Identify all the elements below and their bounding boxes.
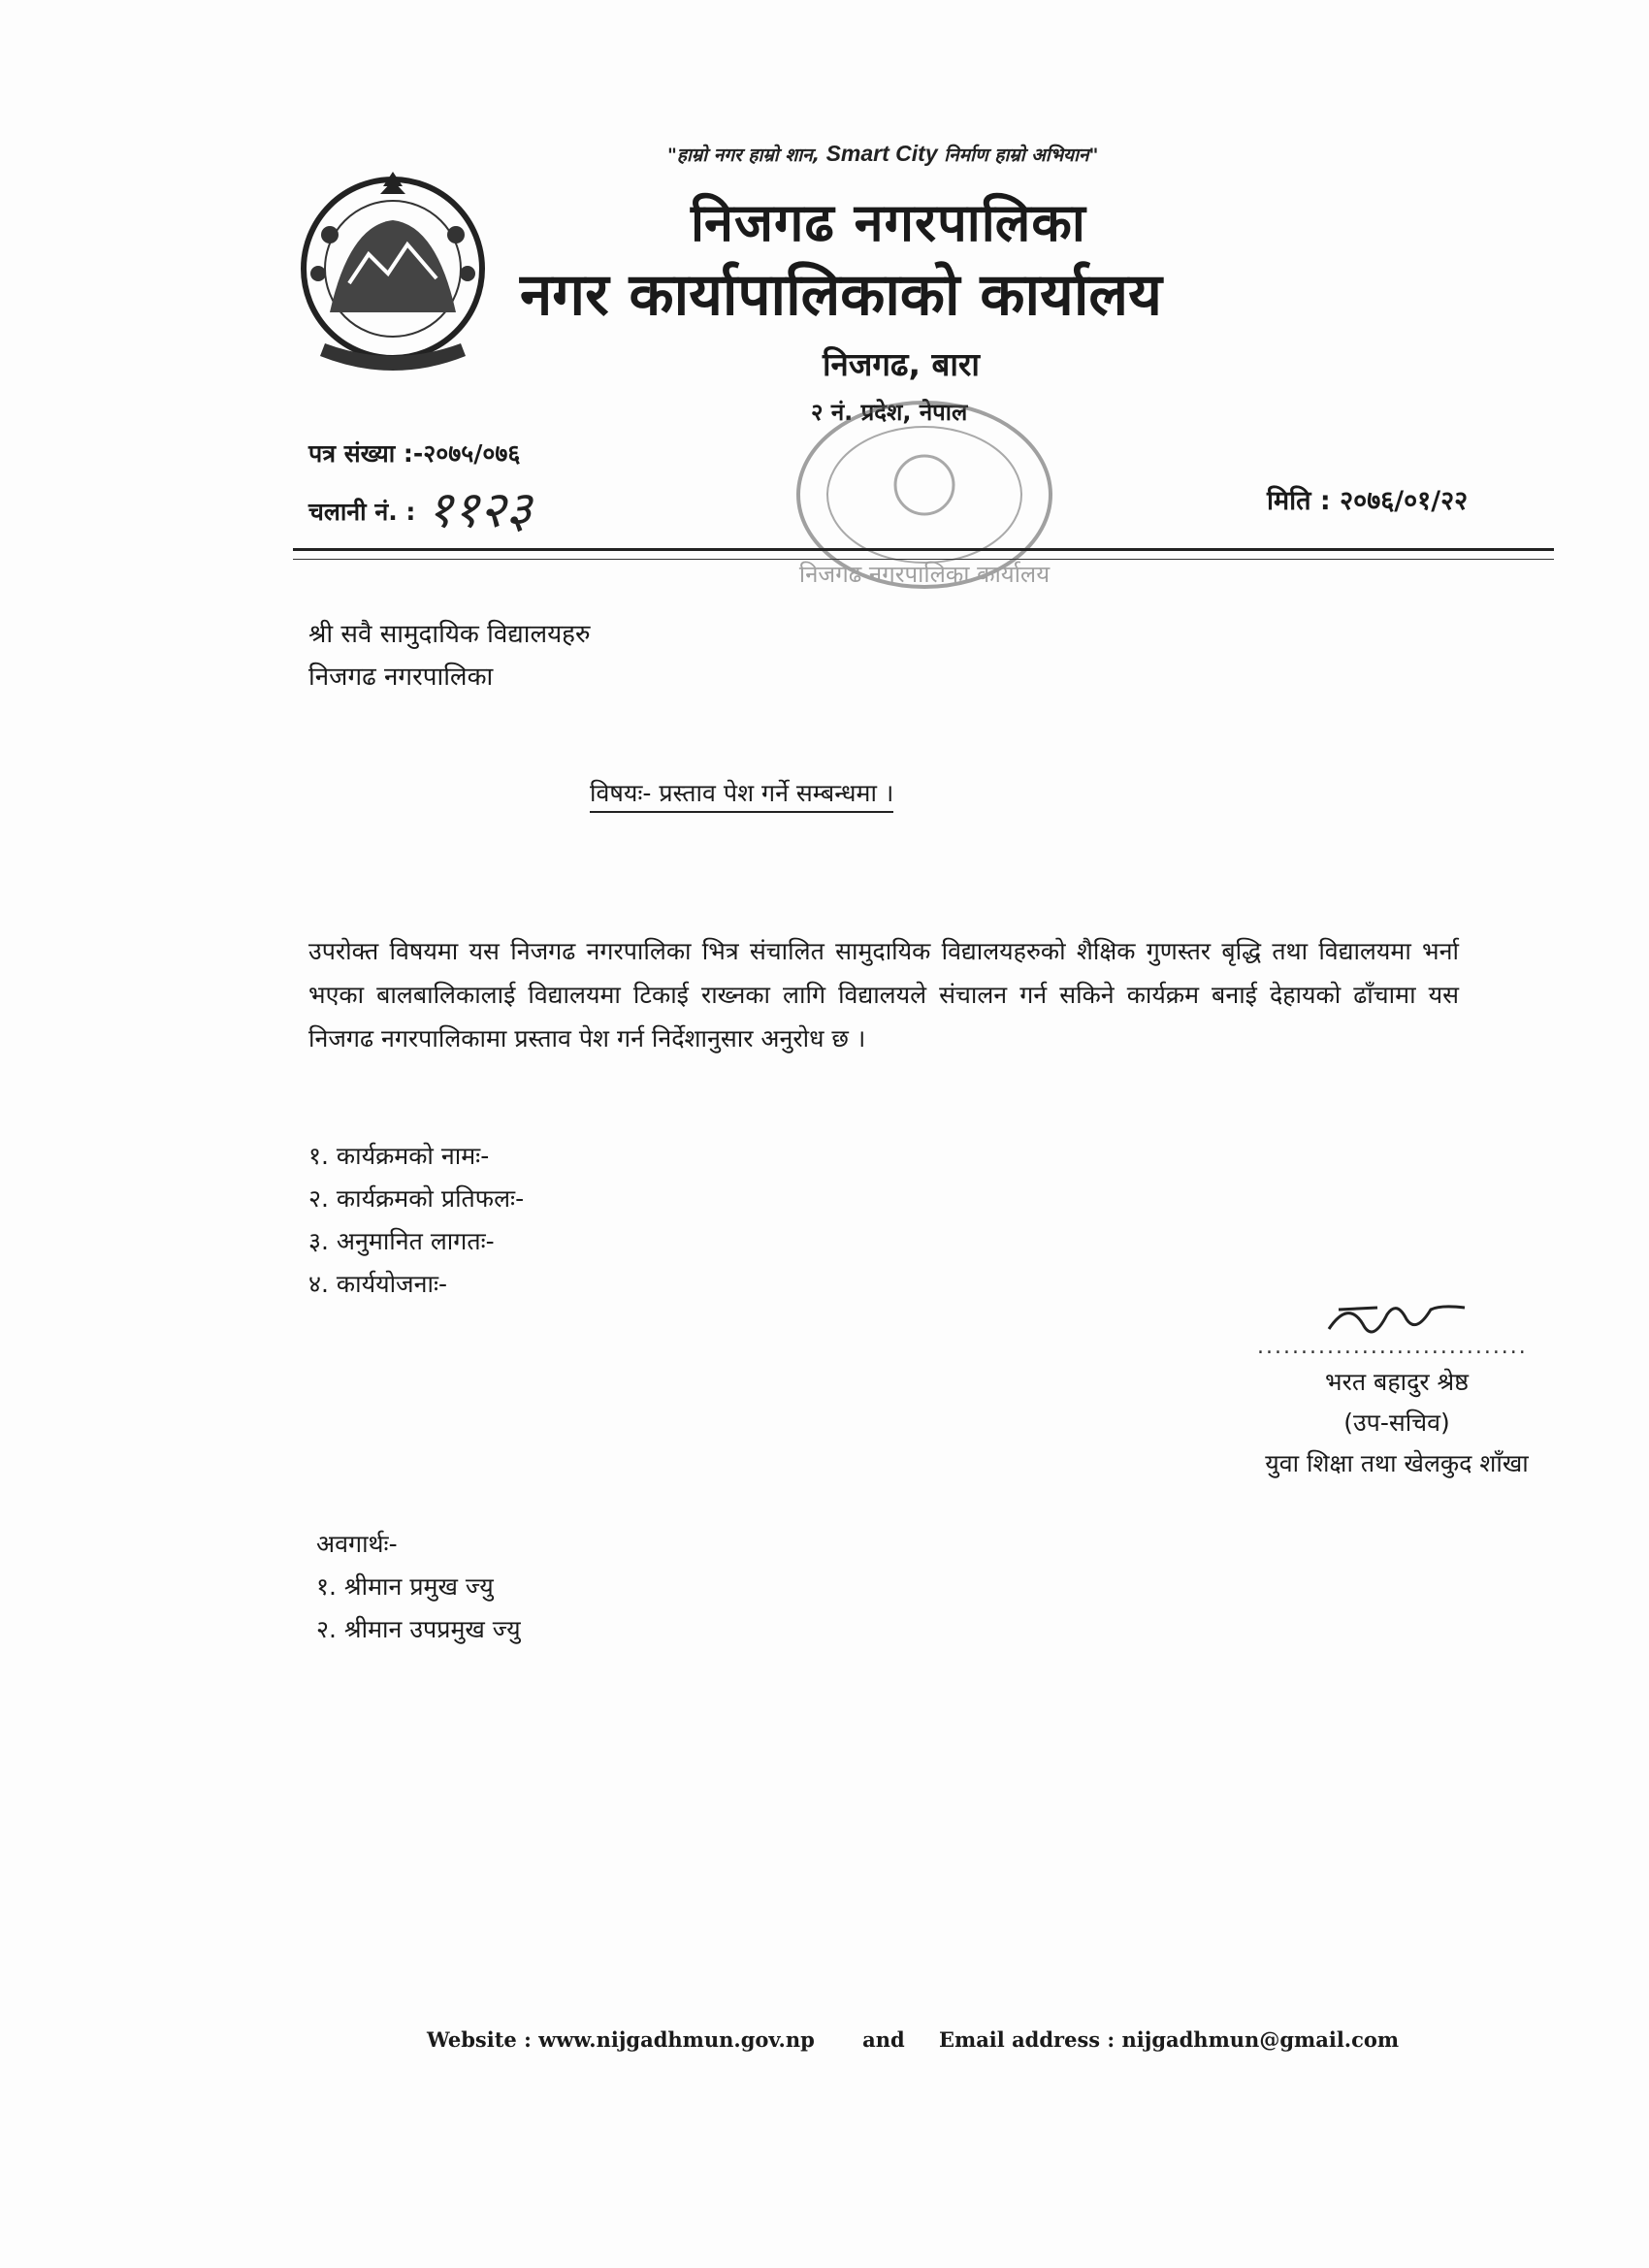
tagline-smart-city: Smart City xyxy=(825,141,938,166)
list-item: १. कार्यक्रमको नामः- xyxy=(308,1142,490,1170)
chalani-label: चलानी नं. : xyxy=(308,498,416,526)
svg-text:निजगढ नगरपालिका कार्यालय: निजगढ नगरपालिका कार्यालय xyxy=(798,561,1051,588)
signature-block xyxy=(1232,1362,1562,1484)
address-line2: २ नं. प्रदेश, नेपाल xyxy=(811,399,968,426)
recipient-line1: श्री सवै सामुदायिक विद्यालयहरु xyxy=(308,620,591,649)
tagline: "हाम्रो नगर हाम्रो शान, Smart City निर्माण हाम्रो अभियान" xyxy=(667,141,1099,166)
chalani-number: ११२३ xyxy=(427,481,533,539)
footer xyxy=(427,2027,1412,2052)
body-paragraph: उपरोक्त विषयमा यस निजगढ नगरपालिका भित्र संचालित सामुदायिक विद्यालयहरुको शैक्षिक गुणस्तर बृद्धि तथा विद्यालयमा भर्ना भएका बालबालिकालाई विद्यालयमा टिकाई राख्नका लागि विद्यालयले संचालन गर्न सकिने कार्यक्रम बनाई देहायको ढाँचामा यस निजगढ नगरपालिकामा प्रस्ताव पेश गर्न निर्देशानुसार अनुरोध छ । xyxy=(308,937,1459,1053)
header-divider xyxy=(293,548,1554,551)
patra-sankhya: पत्र संख्या :-२०७५/०७६ xyxy=(308,439,521,468)
office-name: नगर कार्यापालिकाको कार्यालय xyxy=(520,261,1162,329)
signatory-section: युवा शिक्षा तथा खेलकुद शाँखा xyxy=(1265,1449,1529,1477)
header-divider-thin xyxy=(293,559,1554,560)
signatory-name: भरत बहादुर श्रेष्ठ xyxy=(1325,1368,1469,1396)
nepal-emblem-icon xyxy=(291,167,495,380)
signature-line: ............................... xyxy=(1257,1335,1528,1359)
recipient xyxy=(308,613,591,698)
municipality-name: निजगढ नगरपालिका xyxy=(691,192,1086,253)
footer-email: Email address : nijgadhmun@gmail.com xyxy=(938,2027,1400,2052)
office-stamp-icon xyxy=(784,388,1065,621)
list-item: २. कार्यक्रमको प्रतिफलः- xyxy=(308,1184,525,1213)
cc-item: १. श्रीमान प्रमुख ज्यु xyxy=(316,1572,494,1601)
letter-date: मिति : २०७६/०१/२२ xyxy=(1267,486,1469,516)
recipient-line2: निजगढ नगरपालिका xyxy=(308,663,494,692)
signatory-title: (उप-सचिव) xyxy=(1343,1409,1450,1437)
subject-line: विषयः- प्रस्ताव पेश गर्ने सम्बन्धमा । xyxy=(590,776,893,813)
cc-heading: अवगार्थः- xyxy=(316,1530,398,1558)
address-line1: निजगढ, बारा xyxy=(823,345,980,383)
list-item: ४. कार्ययोजनाः- xyxy=(308,1270,448,1298)
requirements-list xyxy=(308,1135,524,1306)
footer-website: Website : www.nijgadhmun.gov.np xyxy=(427,2027,815,2052)
cc-block xyxy=(316,1523,521,1651)
cc-item: २. श्रीमान उपप्रमुख ज्यु xyxy=(316,1615,521,1643)
list-item: ३. अनुमानित लागतः- xyxy=(308,1227,495,1255)
footer-and: and xyxy=(862,2027,905,2052)
